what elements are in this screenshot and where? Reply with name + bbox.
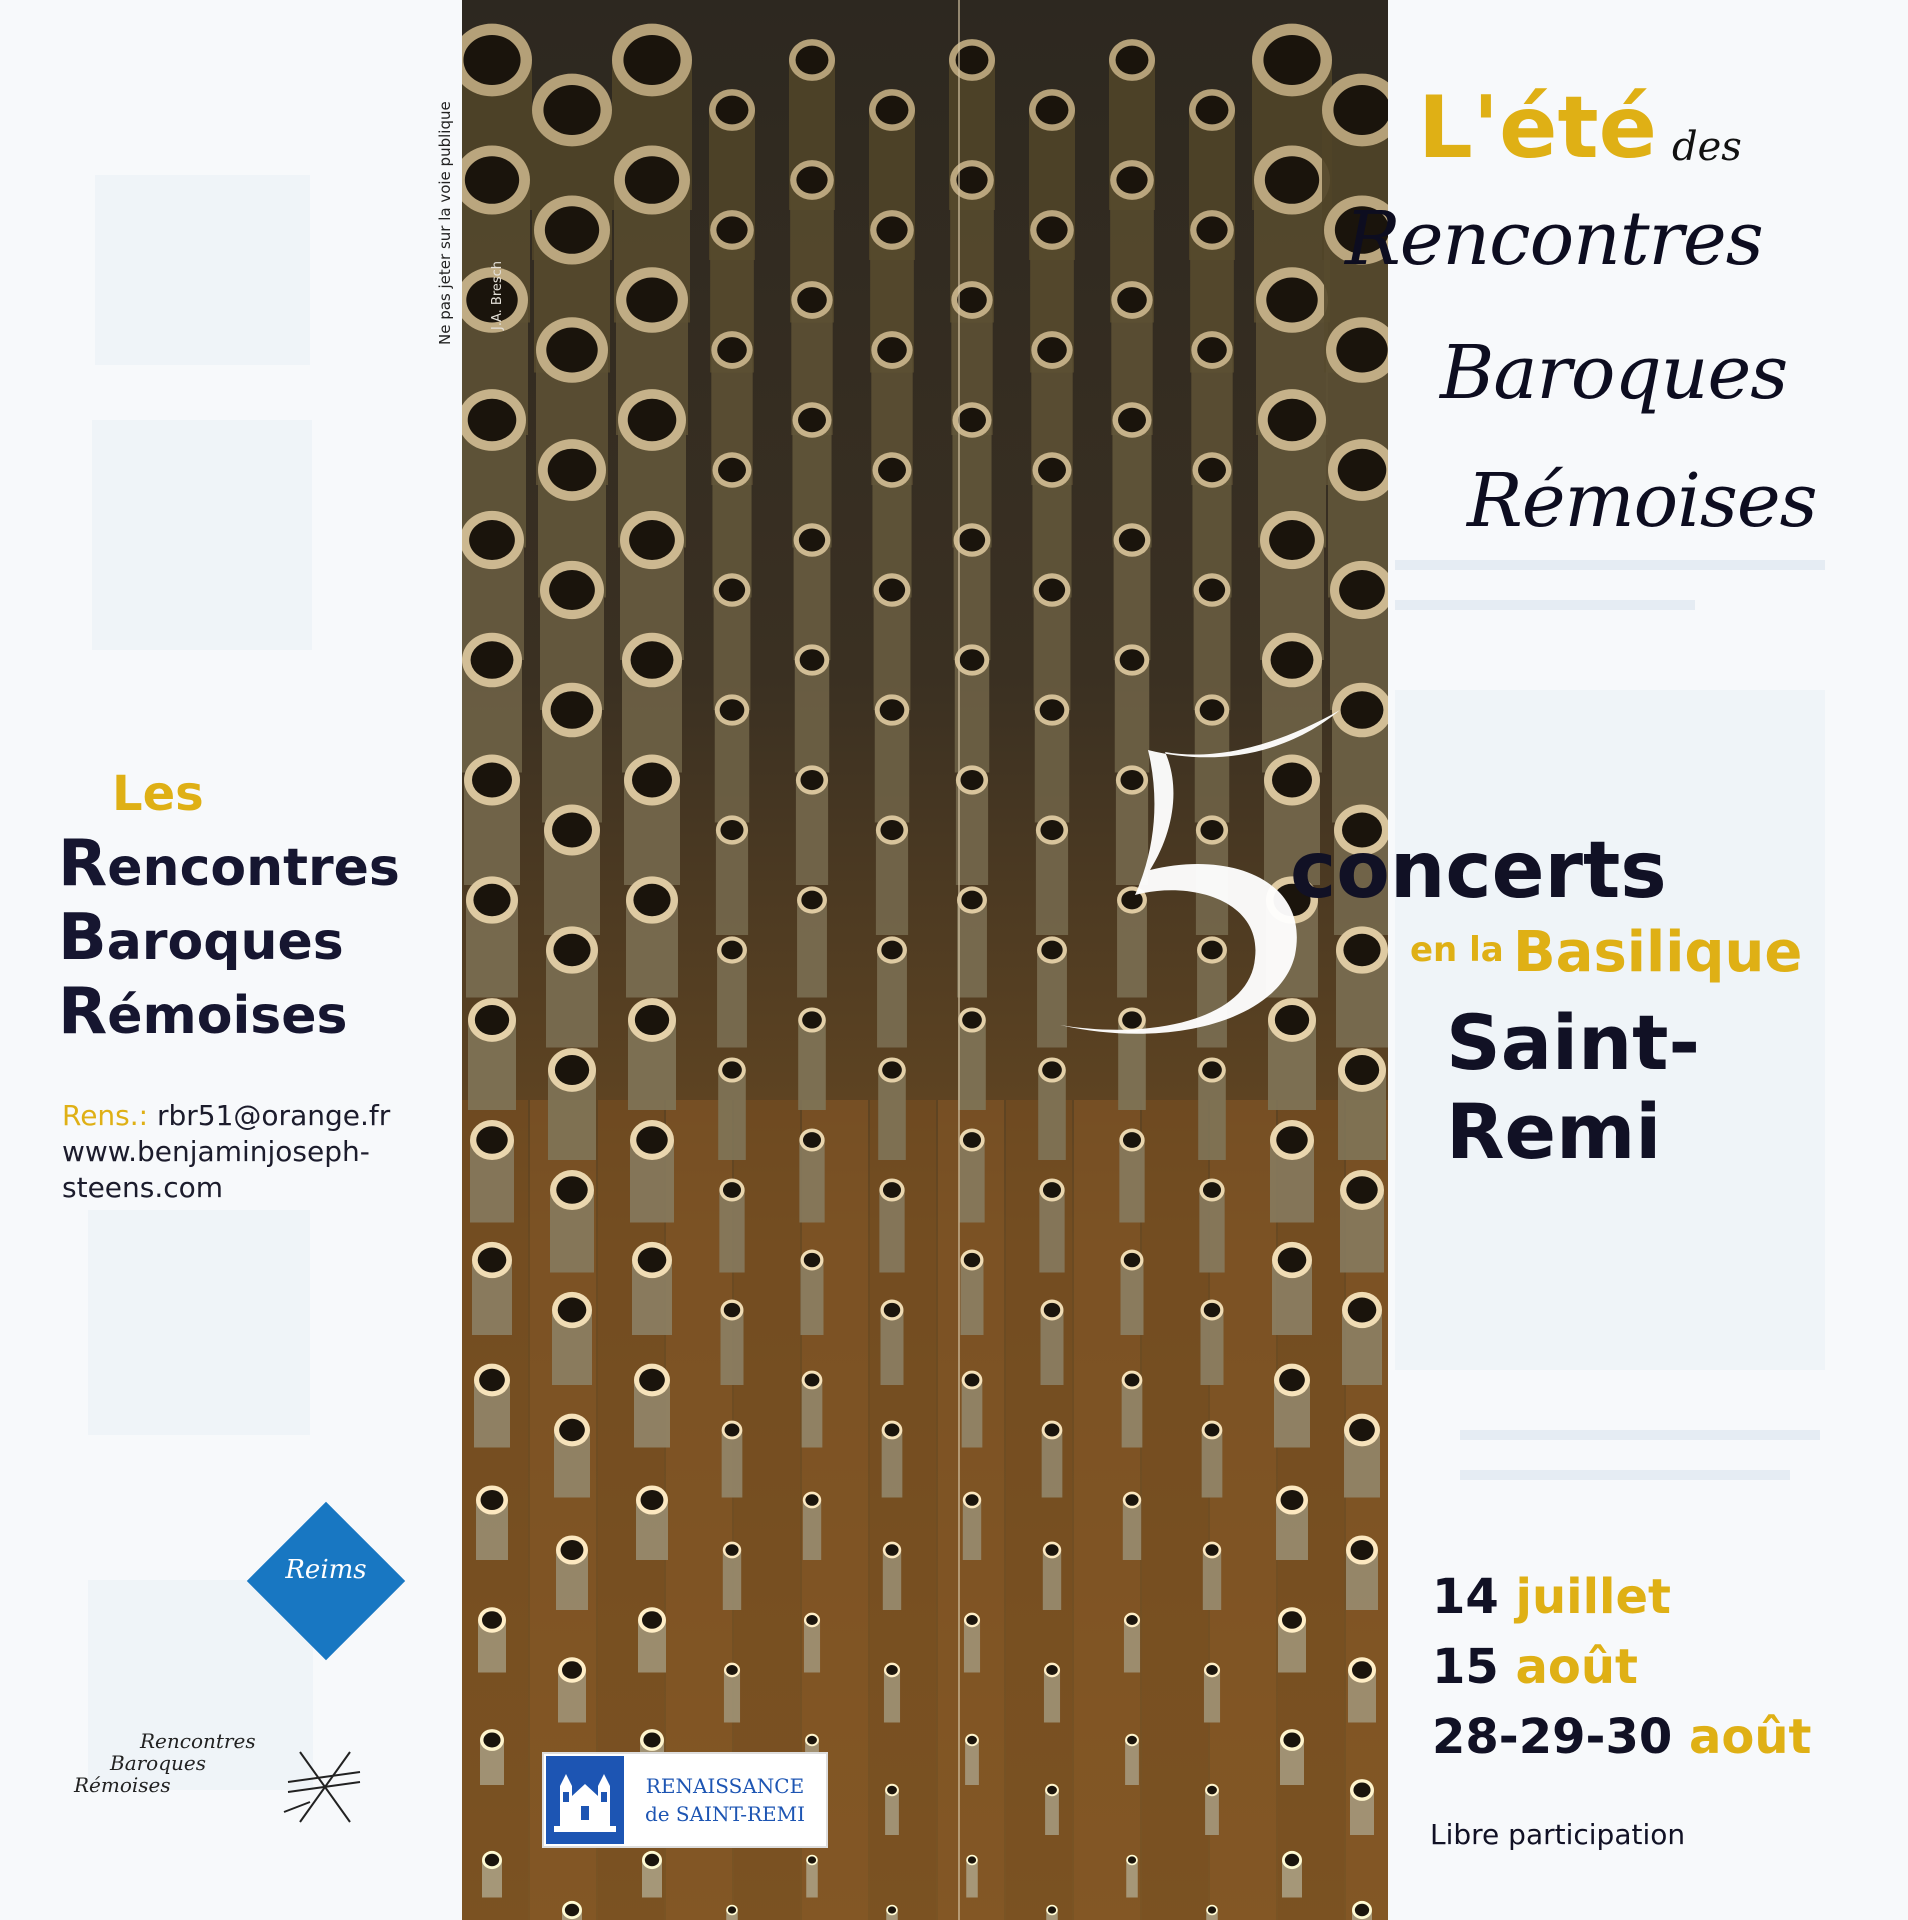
organ-pipe xyxy=(805,1494,818,1506)
organ-pipe xyxy=(1048,1906,1056,1913)
organ-pipe xyxy=(483,1733,500,1748)
organ-pipe xyxy=(879,1190,904,1273)
organ-pipe xyxy=(720,699,745,721)
organ-pipe xyxy=(724,1670,740,1723)
organ-pipe xyxy=(716,216,747,243)
organ-pipe xyxy=(559,1419,585,1442)
organ-pipe xyxy=(956,780,988,885)
photo-credit: J.A. Bresch xyxy=(490,260,505,330)
organ-pipe xyxy=(1117,287,1147,313)
organ-pipe xyxy=(1276,1126,1307,1154)
organ-pipe xyxy=(1142,1100,1208,1920)
organ-pipe xyxy=(875,710,910,823)
organ-pipe xyxy=(631,641,674,679)
organ-pipe xyxy=(721,820,744,840)
organ-pipe xyxy=(724,1303,740,1317)
organ-pipe xyxy=(546,328,597,373)
bleed-box xyxy=(88,1210,310,1435)
organ-pipe xyxy=(801,891,822,910)
organ-pipe xyxy=(883,1182,901,1198)
organ-pipe xyxy=(1205,1544,1218,1556)
organ-pipe xyxy=(959,529,985,552)
organ-pipe xyxy=(545,206,599,254)
organ-pipe xyxy=(878,1070,906,1160)
organ-pipe xyxy=(476,1126,507,1154)
bleed-line xyxy=(1395,600,1695,610)
organ-pipe xyxy=(798,408,826,432)
organ-pipe xyxy=(885,1424,900,1437)
organ-pipe xyxy=(1037,337,1067,363)
organ-pipe xyxy=(1045,1544,1058,1556)
organ-pipe xyxy=(717,337,747,363)
organ-pipe xyxy=(796,46,829,75)
organ-pipe xyxy=(881,941,902,960)
organ-pipe xyxy=(800,649,825,671)
ete-des: des xyxy=(1672,124,1742,170)
organ-pipe xyxy=(884,1303,900,1317)
basilique-text: Basilique xyxy=(1513,920,1803,985)
organ-pipe xyxy=(1353,1783,1370,1798)
organ-pipe xyxy=(471,641,514,679)
organ-pipe xyxy=(626,278,677,323)
organ-pipe xyxy=(957,900,987,998)
organ-pipe xyxy=(794,540,831,660)
organ-pipe xyxy=(881,1310,904,1385)
organ-pipe xyxy=(1207,1786,1217,1795)
organ-pipe xyxy=(562,1661,582,1679)
organ-pipe xyxy=(481,1490,504,1510)
organ-pipe xyxy=(968,1856,976,1863)
organ-pipe xyxy=(882,1430,903,1498)
left-line-remoises: Rémoises xyxy=(58,975,348,1049)
organ-pipe xyxy=(1043,1182,1061,1198)
organ-pipe xyxy=(639,1369,665,1392)
organ-pipe xyxy=(1128,1856,1136,1863)
organ-pipe xyxy=(1039,1190,1064,1273)
date-row: 28-29-30 août xyxy=(1432,1709,1812,1765)
organ-pipe xyxy=(887,1786,897,1795)
organ-pipe xyxy=(1116,166,1147,193)
date-row: 14 juillet xyxy=(1432,1569,1671,1625)
organ-pipe xyxy=(1196,96,1229,125)
organ-pipe xyxy=(1206,1665,1218,1675)
organ-pipe xyxy=(963,1500,981,1560)
organ-pipe xyxy=(961,1260,984,1335)
organ-pipe xyxy=(1198,458,1226,482)
organ-pipe xyxy=(1204,1670,1220,1723)
organ-pipe xyxy=(645,1854,659,1867)
organ-pipe xyxy=(551,691,594,729)
organ-pipe xyxy=(1119,1140,1144,1223)
organ-pipe xyxy=(1279,1369,1305,1392)
organ-pipe xyxy=(964,1620,980,1673)
organ-pipe xyxy=(1198,1070,1226,1160)
organ-pipe xyxy=(1114,540,1151,660)
organ-pipe xyxy=(1285,1854,1299,1867)
left-festival-title xyxy=(58,766,400,1054)
organ-pipe xyxy=(1122,1380,1143,1448)
organ-pipe xyxy=(1346,1176,1377,1204)
organ-pipe xyxy=(877,950,907,1048)
organ-pipe xyxy=(961,891,982,910)
bleed-box xyxy=(95,175,310,365)
organ-pipe xyxy=(556,1176,587,1204)
script-remoises: Rémoises xyxy=(1467,458,1817,544)
organ-pipe xyxy=(1203,1182,1221,1198)
organ-pipe xyxy=(1278,1248,1307,1273)
organ-pipe xyxy=(725,1544,738,1556)
organ-pipe xyxy=(558,1298,587,1323)
organ-pipe xyxy=(808,1856,816,1863)
organ-pipe xyxy=(1120,649,1145,671)
organ-pipe xyxy=(1349,1419,1375,1442)
organ-pipe xyxy=(632,763,672,798)
organ-pipe xyxy=(1046,1665,1058,1675)
concerts-heading: concerts xyxy=(1290,826,1667,916)
organ-pipe xyxy=(804,1253,820,1267)
organ-pipe xyxy=(1271,641,1314,679)
organ-pipe xyxy=(1116,46,1149,75)
organ-pipe xyxy=(1203,1550,1221,1610)
organ-pipe xyxy=(1283,1733,1300,1748)
organ-pipe xyxy=(963,1132,981,1148)
organ-pipe xyxy=(802,1380,823,1448)
ete-title: L'été xyxy=(1418,78,1657,178)
script-baroques: Baroques xyxy=(1440,330,1788,416)
organ-pipe xyxy=(478,1248,507,1273)
organ-pipe xyxy=(1282,1611,1302,1629)
organ-pipe xyxy=(1281,1490,1304,1510)
organ-pipe xyxy=(966,1615,978,1625)
organ-pipe xyxy=(1125,1374,1140,1387)
organ-pipe xyxy=(643,1733,660,1748)
organ-pipe xyxy=(723,1550,741,1610)
organ-pipe xyxy=(876,96,909,125)
organ-pipe xyxy=(473,884,510,917)
organ-pipe xyxy=(1118,408,1146,432)
organ-pipe xyxy=(956,166,987,193)
organ-pipe xyxy=(716,96,749,125)
organ-pipe xyxy=(552,813,592,848)
organ-pipe xyxy=(722,1061,742,1078)
organ-pipe xyxy=(803,1132,821,1148)
bleed-line xyxy=(1460,1430,1820,1440)
organ-pipe xyxy=(876,830,908,935)
organ-pipe xyxy=(1044,1670,1060,1723)
organ-pipe xyxy=(725,1424,740,1437)
organ-pipe xyxy=(636,1126,667,1154)
organ-pipe xyxy=(1208,1906,1216,1913)
contact-block xyxy=(62,1098,390,1206)
organ-pipe xyxy=(962,1011,982,1028)
organ-pipe xyxy=(1199,1190,1224,1273)
organ-pipe xyxy=(548,449,597,492)
organ-pipe xyxy=(796,780,828,885)
organ-pipe xyxy=(961,770,984,790)
organ-pipe xyxy=(802,1011,822,1028)
website-link-line1[interactable]: www.benjaminjoseph- xyxy=(62,1135,370,1168)
organ-pipe xyxy=(635,1005,669,1035)
organ-pipe xyxy=(1269,520,1315,560)
organ-pipe xyxy=(1205,1424,1220,1437)
organ-pipe xyxy=(796,166,827,193)
renaissance-saint-remi-logo xyxy=(542,1752,828,1848)
organ-pipe xyxy=(1338,449,1387,492)
organ-pipe xyxy=(718,458,746,482)
organ-pipe xyxy=(1047,1786,1057,1795)
organ-pipe xyxy=(965,1374,980,1387)
email-link[interactable]: rbr51@orange.fr xyxy=(157,1099,391,1132)
organ-pipe xyxy=(555,1055,589,1085)
organ-pipe xyxy=(1043,1550,1061,1610)
organ-pipe xyxy=(479,1369,505,1392)
organ-pipe xyxy=(728,1906,736,1913)
organ-pipe xyxy=(801,1260,824,1335)
organ-pipe xyxy=(561,1540,584,1560)
organ-pipe xyxy=(886,1665,898,1675)
organ-pipe xyxy=(1045,1424,1060,1437)
organ-pipe xyxy=(718,1070,746,1160)
organ-pipe xyxy=(726,1665,738,1675)
organ-pipe xyxy=(806,1615,818,1625)
organ-pipe xyxy=(885,1544,898,1556)
organ-pipe xyxy=(625,156,679,204)
organ-pipe xyxy=(565,1904,579,1917)
organ-pipe xyxy=(485,1854,499,1867)
organ-pipe xyxy=(958,1020,986,1110)
organ-pipe xyxy=(1339,570,1385,610)
organ-pipe xyxy=(1268,399,1317,442)
basilica-icon xyxy=(546,1756,624,1844)
organ-pipe xyxy=(719,579,745,602)
organ-pipe xyxy=(623,35,680,85)
website-link-line2[interactable]: steens.com xyxy=(62,1171,224,1204)
organ-pipe xyxy=(958,408,986,432)
organ-pipe xyxy=(717,950,747,1048)
organ-pipe xyxy=(799,529,825,552)
organ-pipe xyxy=(1202,1061,1222,1078)
organ-pipe xyxy=(964,1253,980,1267)
organ-pipe xyxy=(1045,1790,1059,1835)
organ-pipe xyxy=(960,649,985,671)
organ-pipe xyxy=(1348,1298,1377,1323)
renaissance-text: RENAISSANCE de SAINT-REMI xyxy=(644,1774,806,1826)
organ-pipe xyxy=(482,1611,502,1629)
organ-pipe xyxy=(642,1611,662,1629)
date-row: 15 août xyxy=(1432,1639,1638,1695)
organ-pipe xyxy=(799,1140,824,1223)
organ-pipe xyxy=(795,660,830,773)
organ-pipe xyxy=(881,820,904,840)
organ-pipe xyxy=(1042,1061,1062,1078)
organ-pipe xyxy=(719,1190,744,1273)
organ-pipe xyxy=(1039,579,1065,602)
organ-pipe xyxy=(1119,529,1145,552)
organ-pipe xyxy=(1196,216,1227,243)
left-line-baroques: Baroques xyxy=(58,901,344,975)
organ-pipe xyxy=(966,1860,978,1898)
organ-pipe xyxy=(965,1494,978,1506)
organ-pipe xyxy=(804,1620,820,1673)
organ-pipe xyxy=(1205,1790,1219,1835)
rens-label: Rens.: xyxy=(62,1099,149,1132)
organ-pipe xyxy=(721,941,742,960)
organ-pipe xyxy=(797,900,827,998)
organ-pipe xyxy=(878,458,906,482)
organ-pipe xyxy=(722,1430,743,1498)
organ-pipe xyxy=(1126,1615,1138,1625)
organ-pipe xyxy=(1121,1260,1144,1335)
organ-pipe xyxy=(956,46,989,75)
organ-pipe xyxy=(629,520,675,560)
organ-pipe xyxy=(967,1736,977,1745)
organ-pipe xyxy=(965,1740,979,1785)
organ-pipe xyxy=(1333,85,1388,135)
organ-pipe xyxy=(1199,579,1225,602)
organ-pipe xyxy=(475,1005,509,1035)
organ-pipe xyxy=(1124,1253,1140,1267)
organ-pipe xyxy=(465,156,519,204)
organ-pipe xyxy=(641,1490,664,1510)
organ-pipe xyxy=(803,1500,821,1560)
organ-pipe xyxy=(885,1790,899,1835)
organ-pipe xyxy=(723,1182,741,1198)
organ-pipe xyxy=(1038,1070,1066,1160)
left-line-rencontres: Rencontres xyxy=(58,827,400,901)
organ-pipe xyxy=(1336,328,1387,373)
organ-pipe xyxy=(1355,1904,1369,1917)
organ-pipe xyxy=(888,1906,896,1913)
organ-pipe xyxy=(553,934,590,967)
organ-pipe xyxy=(879,579,905,602)
organ-pipe xyxy=(877,337,907,363)
organ-pipe xyxy=(715,710,750,823)
organ-pipe xyxy=(798,1020,826,1110)
organ-pipe xyxy=(1266,278,1317,323)
organ-pipe xyxy=(884,1670,900,1723)
bleed-line xyxy=(1460,1470,1790,1480)
organ-pipe xyxy=(1042,1430,1063,1498)
rbr-signature-logo: Rencontres Baroques Rémoises xyxy=(74,1729,256,1797)
organ-pipe xyxy=(883,1550,901,1610)
organ-pipe xyxy=(880,699,905,721)
organ-pipe xyxy=(469,520,515,560)
organ-pipe xyxy=(716,830,748,935)
organ-pipe xyxy=(1202,1430,1223,1498)
organ-pipe xyxy=(882,1061,902,1078)
organ-pipe xyxy=(957,287,987,313)
organ-pipe xyxy=(1044,1303,1060,1317)
organ-pipe xyxy=(962,1380,983,1448)
organ-pipe xyxy=(806,1860,818,1898)
organ-pipe xyxy=(1038,458,1066,482)
organ-pipe xyxy=(1036,96,1069,125)
organ-pipe xyxy=(549,570,595,610)
organ-pipe xyxy=(876,216,907,243)
organ-pipe xyxy=(714,590,751,710)
organ-pipe xyxy=(1123,1132,1141,1148)
organ-pipe xyxy=(1204,1303,1220,1317)
saint-remi-text: Saint-Remi xyxy=(1446,998,1701,1176)
organ-pipe xyxy=(1265,156,1319,204)
organ-pipe xyxy=(805,1374,820,1387)
organ-pipe xyxy=(543,85,600,135)
organ-pipe xyxy=(874,590,911,710)
organ-pipe xyxy=(1125,1740,1139,1785)
organ-pipe xyxy=(1351,1540,1374,1560)
vertical-notice: Ne pas jeter sur la voie publique xyxy=(436,101,454,345)
organ-pipe xyxy=(1126,1860,1138,1898)
bleed-line xyxy=(1395,560,1825,570)
organ-pipe xyxy=(721,1310,744,1385)
organ-pipe xyxy=(633,884,670,917)
organ-pipe xyxy=(1127,1736,1137,1745)
concert-dates xyxy=(1432,1562,1811,1772)
organ-pipe xyxy=(628,399,677,442)
organ-pipe xyxy=(463,35,520,85)
reims-logo-text: Reims xyxy=(285,1555,367,1585)
organ-pipe xyxy=(638,1248,667,1273)
organ-pipe xyxy=(807,1736,817,1745)
organ-sketch-icon xyxy=(280,1742,366,1832)
organ-pipe xyxy=(1352,1661,1372,1679)
organ-pipe xyxy=(1036,216,1067,243)
left-les: Les xyxy=(112,766,204,822)
organ-pipe xyxy=(959,1140,984,1223)
organ-pipe xyxy=(1263,35,1320,85)
organ-pipe xyxy=(801,770,824,790)
organ-pipe xyxy=(1124,1620,1140,1673)
bleed-box xyxy=(92,420,312,650)
libre-participation: Libre participation xyxy=(1430,1818,1686,1851)
organ-pipe xyxy=(1197,337,1227,363)
organ-pipe xyxy=(1041,1310,1064,1385)
organ-pipe xyxy=(1125,1494,1138,1506)
script-rencontres: Rencontres xyxy=(1345,196,1763,282)
organ-pipe xyxy=(1201,1310,1224,1385)
organ-pipe xyxy=(1123,1500,1141,1560)
organ-pipe xyxy=(797,287,827,313)
organ-pipe xyxy=(472,763,512,798)
en-la-text: en la xyxy=(1410,930,1504,970)
organ-pipe xyxy=(468,399,517,442)
